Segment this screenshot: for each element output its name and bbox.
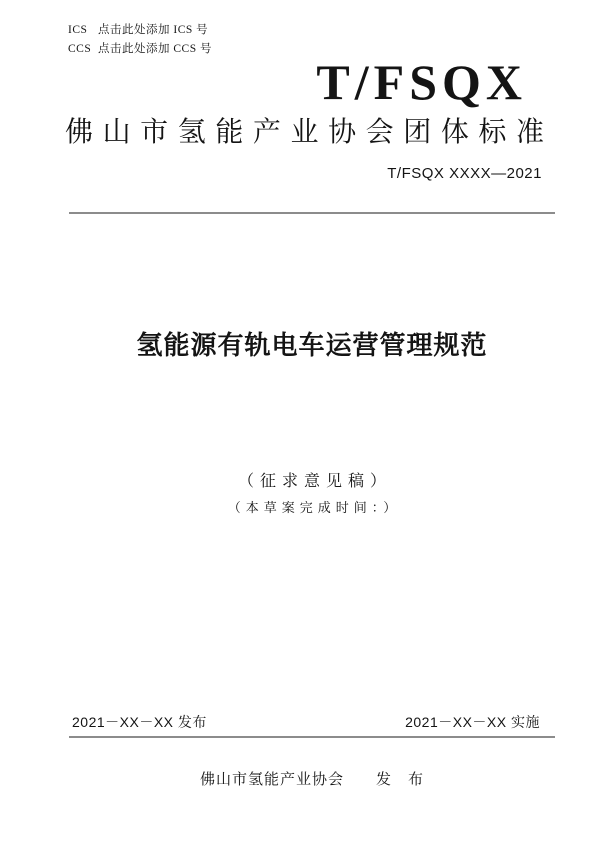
draft-completion-time-note: （本草案完成时间：） <box>227 500 402 515</box>
document-title: 氢能源有轨电车运营管理规范 <box>136 330 488 360</box>
draft-status-note: （征求意见稿） <box>237 473 392 490</box>
ics-label: ICS <box>68 24 88 36</box>
publisher-line: 佛山市氢能产业协会 发 布 <box>199 771 424 788</box>
implementation-date: 2021－XX－XX 实施 <box>405 714 540 730</box>
standard-number: T/FSQX XXXX—2021 <box>387 165 542 182</box>
ccs-label: CCS <box>68 43 92 55</box>
footer-divider <box>69 736 555 738</box>
ccs-placeholder[interactable]: 点击此处添加 CCS 号 <box>98 43 212 55</box>
standard-code-logo: T/FSQX <box>316 54 527 110</box>
issue-date: 2021－XX－XX 发布 <box>72 714 207 730</box>
ics-field[interactable] <box>68 21 212 40</box>
ccs-field[interactable] <box>68 40 212 59</box>
classification-block <box>68 21 212 59</box>
dates-row <box>72 712 540 732</box>
ics-placeholder[interactable]: 点击此处添加 ICS 号 <box>98 24 209 36</box>
association-standard-heading: 佛山市氢能产业协会团体标准 <box>65 116 544 147</box>
header-divider <box>69 212 555 214</box>
